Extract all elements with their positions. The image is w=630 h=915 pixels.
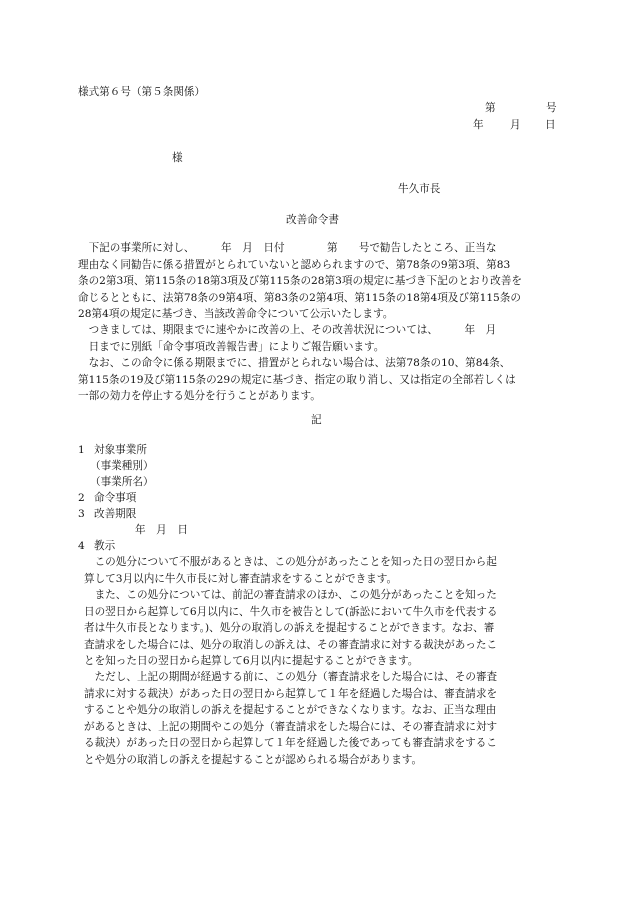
date-day: 日 (545, 119, 556, 131)
item-3 (78, 506, 136, 523)
form-label: 様式第６号（第５条関係） (78, 86, 206, 98)
body-paragraph-1 (78, 240, 558, 323)
item-label: 対象事業所 (94, 444, 147, 456)
item-1-business-type: （事業種別） (90, 460, 154, 472)
body-paragraph-2-line: つきましては、期限までに速やかに改善の上、その改善状況については、 年 月 (88, 324, 497, 336)
body-paragraph-3 (78, 355, 558, 405)
item-3-deadline-date: 年 月 日 (135, 524, 188, 536)
instruction-paragraph-2-line: 者は牛久市長となります。)、処分の取消しの訴えを提起することができます。なお、審 (84, 622, 495, 634)
instruction-paragraph-3-line: があるときは、上記の期間やこの処分（審査請求をした場合には、その審査請求に対す (84, 720, 498, 733)
item-number: 3 (78, 508, 85, 520)
instruction-paragraph-2 (84, 587, 558, 670)
instruction-paragraph-3-line: る裁決）があった日の翌日から起算して１年を経過した後であっても審査請求をするこ (84, 737, 497, 749)
item-1-office-name: （事業所名） (90, 476, 154, 488)
item-label: 教示 (94, 540, 116, 552)
item-number: 4 (78, 540, 85, 552)
record-label: 記 (311, 414, 322, 426)
body-paragraph-2 (78, 322, 558, 355)
body-paragraph-1-line: 条の2第3項、第115条の18第3項及び第115条の28第3項の規定に基づき下記のとおり改善を (78, 275, 522, 287)
instruction-paragraph-3-line: とや処分の取消しの訴えを提起することが認められる場合があります。 (84, 753, 423, 766)
item-number: 2 (78, 492, 85, 504)
document-number-prefix: 第 (485, 102, 496, 114)
body-paragraph-3-line: 一部の効力を停止する処分を行うことがあります。 (78, 390, 321, 402)
document-number-suffix: 号 (546, 102, 557, 114)
body-paragraph-1-line: 理由なく同勧告に係る措置がとられていないと認められますので、第78条の9第3項、第83 (78, 258, 511, 271)
body-paragraph-3-line: なお、この命令に係る期限までに、措置がとられない場合は、法第78条の10、第84条、 (88, 357, 511, 369)
date-month: 月 (510, 119, 521, 131)
item-2 (78, 490, 136, 507)
instruction-paragraph-1 (84, 554, 558, 587)
instruction-paragraph-2-line: 査請求をした場合には、処分の取消しの訴えは、その審査請求に対する裁決があったこ (84, 638, 498, 651)
date-year: 年 (473, 119, 484, 131)
item-label: 命令事項 (94, 492, 137, 504)
instruction-paragraph-2-line: 日の翌日から起算して6月以内に、牛久市を被告として(訴訟において牛久市を代表する (84, 605, 498, 618)
instruction-paragraph-2-line: また、この処分については、前記の審査請求のほか、この処分があったことを知った (94, 589, 497, 601)
body-paragraph-1-line: 下記の事業所に対し、 年 月 日付 第 号で勧告したところ、正当な (88, 242, 497, 254)
document-title: 改善命令書 (286, 214, 339, 226)
body-paragraph-1-line: 28第4項の規定に基づき、当該改善命令について公示いたします。 (78, 308, 394, 320)
instruction-paragraph-3-line: ただし、上記の期間が経過する前に、この処分（審査請求をした場合には、その審査 (94, 671, 498, 683)
instruction-paragraph-3-line: 請求に対する裁決）があった日の翌日から起算して１年を経過した場合は、審査請求を (84, 687, 498, 700)
instruction-paragraph-3-line: することや処分の取消しの訴えを提起することができなくなります。なお、正当な理由 (84, 704, 497, 716)
instruction-paragraph-2-line: とを知った日の翌日から起算して6月以内に提起することができます。 (84, 655, 419, 667)
item-1 (78, 442, 147, 459)
body-paragraph-2-line: 日までに別紙「命令事項改善報告書」によりご報告願います。 (88, 340, 385, 353)
instruction-paragraph-1-line: この処分について不服があるときは、この処分があったことを知った日の翌日から起 (94, 556, 497, 568)
item-number: 1 (78, 444, 85, 456)
item-label: 改善期限 (94, 508, 137, 520)
body-paragraph-3-line: 第115条の19及び第115条の29の規定に基づき、指定の取り消し、又は指定の全部若しくは (78, 373, 516, 386)
issuer: 牛久市長 (398, 183, 441, 195)
instruction-paragraph-3 (84, 669, 558, 768)
instruction-paragraph-1-line: 算して3月以内に牛久市長に対し審査請求をすることができます。 (84, 572, 398, 585)
item-4 (78, 538, 115, 555)
body-paragraph-1-line: 命じるとともに、法第78条の9第4項、第83条の2第4項、第115条の18第4項及び第115条の (78, 291, 521, 304)
addressee-suffix: 様 (172, 152, 183, 164)
